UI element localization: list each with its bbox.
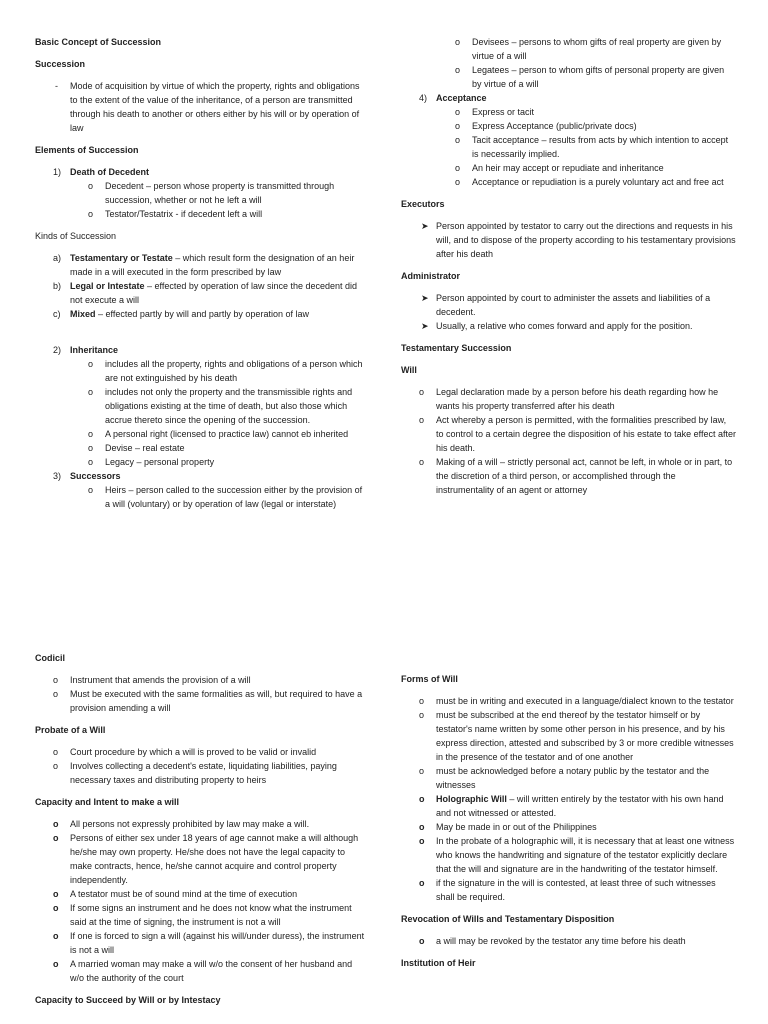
- list-item: o must be subscribed at the end thereof by the testator himself or by testator's name written by some other person in his presence, and by his express direction, attested and subscribed by 3 or more credible witnesses in the presence of the testator and of one another: [419, 710, 734, 762]
- list-item: b) Legal or Intestate – effected by operation of law since the decedent did not execute a will: [53, 281, 358, 305]
- list-item: ➤ Person appointed by testator to carry out the directions and requests in his will, and to dispose of the property according to his testamentary provisions after his death: [421, 221, 736, 259]
- list-item: o All persons not expressly prohibited by law may make a will.: [53, 819, 310, 829]
- heading-forms-of-will: Forms of Will: [401, 674, 458, 684]
- heading-elements: Elements of Succession: [35, 145, 139, 155]
- list-item: o A married woman may make a will w/o the consent of her husband and w/o the authority of the court: [53, 959, 353, 983]
- list-item: o Legal declaration made by a person before his death regarding how he wants his property transferred after his death: [419, 387, 719, 411]
- list-item: o includes all the property, rights and obligations of a person which are not extinguished by his death: [88, 359, 363, 383]
- probate-list: [35, 745, 365, 787]
- heading-capacity-intent: Capacity and Intent to make a will: [35, 797, 180, 807]
- heading-revocation: Revocation of Wills and Testamentary Disposition: [401, 914, 615, 924]
- acceptance-list: [401, 105, 736, 189]
- list-item: o Express Acceptance (public/private docs): [455, 121, 637, 131]
- doc-title: Basic Concept of Succession: [35, 37, 162, 47]
- list-item: o If one is forced to sign a will (against his will/under duress), the instrument is not a will: [53, 931, 365, 955]
- list-item: o Decedent – person whose property is transmitted through succession, whether or not he left a will: [88, 181, 335, 205]
- administrator-list: [401, 291, 736, 333]
- list-item: o Making of a will – strictly personal act, cannot be left, in whole or in part, to the discretion of a third person, or accomplished through the instrumentality of an agent or attorney: [419, 457, 733, 495]
- executors-list: [401, 219, 736, 261]
- element-successors: 3) Successors: [53, 471, 121, 481]
- list-item: o Must be executed with the same formalities as will, but required to have a provision amending a will: [53, 689, 363, 713]
- heading-kinds: Kinds of Succession: [35, 231, 117, 241]
- list-item: o must be in writing and executed in a language/dialect known to the testator: [419, 696, 734, 706]
- list-item: o Holographic Will – will written entirely by the testator with his own hand and not witnessed or attested.: [419, 794, 724, 818]
- list-item: o Express or tacit: [455, 107, 535, 117]
- heading-will: Will: [401, 365, 417, 375]
- heading-institution-of-heir: Institution of Heir: [401, 958, 476, 968]
- list-item: o if the signature in the will is contested, at least three of such witnesses shall be required.: [419, 878, 716, 902]
- upper-right-column: [401, 35, 736, 497]
- list-item: o Persons of either sex under 18 years of age cannot make a will although he/she may own property. He/she does not have the legal capacity to make contracts, hence, he/she cannot acquire and control property independently.: [53, 833, 359, 885]
- will-list: [401, 385, 736, 497]
- list-item: o Legacy – personal property: [88, 457, 215, 467]
- list-item: o Tacit acceptance – results from acts by which intention to accept is necessarily implied.: [455, 135, 729, 159]
- lower-right-column: [401, 672, 736, 978]
- successors-list-continued: [401, 35, 736, 91]
- list-item: a) Testamentary or Testate – which result form the designation of an heir made in a will executed in the form prescribed by law: [53, 253, 355, 277]
- forms-list: [401, 694, 736, 904]
- successors-list: [35, 483, 365, 511]
- upper-left-column: [35, 35, 365, 511]
- list-item: o Court procedure by which a will is proved to be valid or invalid: [53, 747, 317, 757]
- heading-administrator: Administrator: [401, 271, 461, 281]
- capacity-list: [35, 817, 365, 985]
- heading-capacity-succeed: Capacity to Succeed by Will or by Intestacy: [35, 995, 221, 1005]
- decedent-list: [35, 179, 365, 221]
- list-item: o Devisees – persons to whom gifts of real property are given by virtue of a will: [455, 37, 722, 61]
- list-item: o Instrument that amends the provision of a will: [53, 675, 251, 685]
- list-item: o Involves collecting a decedent's estate, liquidating liabilities, paying necessary taxes and distributing property to heirs: [53, 761, 337, 785]
- inheritance-list: [35, 357, 365, 469]
- list-item: o Legatees – person to whom gifts of personal property are given by virtue of a will: [455, 65, 725, 89]
- list-item: o If some signs an instrument and he does not know what the instrument said at the time of signing, the instrument is not a will: [53, 903, 352, 927]
- list-item: o Act whereby a person is permitted, with the formalities prescribed by law, to control to a certain degree the disposition of his estate to take effect after his death.: [419, 415, 737, 453]
- list-item: o May be made in or out of the Philippines: [419, 822, 597, 832]
- list-item: ➤ Usually, a relative who comes forward and apply for the position.: [421, 321, 693, 331]
- heading-executors: Executors: [401, 199, 445, 209]
- succession-definition: - Mode of acquisition by virtue of which the property, rights and obligations to the extent of the value of the inheritance, of a person are transmitted through his death to another or others either by his will or by operation of law: [55, 81, 360, 133]
- list-item: o Devise – real estate: [88, 443, 185, 453]
- list-item: o includes not only the property and the transmissible rights and obligations existing at the time of death, but also those which accrue thereto since the opening of the succession.: [88, 387, 353, 425]
- list-item: o In the probate of a holographic will, it is necessary that at least one witness who knows the handwriting and signature of the testator explicitly declare that the will and signature are in the handwriting of the testator himself.: [419, 836, 735, 874]
- codicil-list: [35, 673, 365, 715]
- kinds-list: [35, 251, 365, 321]
- element-inheritance: 2) Inheritance: [53, 345, 119, 355]
- heading-probate: Probate of a Will: [35, 725, 106, 735]
- list-item: o A personal right (licensed to practice law) cannot eb inherited: [88, 429, 349, 439]
- element-death-of-decedent: 1) Death of Decedent: [53, 167, 150, 177]
- list-item: ➤ Person appointed by court to administer the assets and liabilities of a decedent.: [421, 293, 711, 317]
- list-item: o a will may be revoked by the testator any time before his death: [419, 936, 686, 946]
- list-item: o A testator must be of sound mind at the time of execution: [53, 889, 298, 899]
- element-acceptance: 4) Acceptance: [419, 93, 487, 103]
- list-item: c) Mixed – effected partly by will and partly by operation of law: [53, 309, 309, 319]
- list-item: o must be acknowledged before a notary public by the testator and the witnesses: [419, 766, 710, 790]
- heading-testamentary: Testamentary Succession: [401, 343, 512, 353]
- list-item: o Acceptance or repudiation is a purely voluntary act and free act: [455, 177, 724, 187]
- lower-left-column: [35, 651, 365, 1015]
- heading-succession: Succession: [35, 59, 86, 69]
- list-item: o Heirs – person called to the succession either by the provision of a will (voluntary) or by operation of law (legal or interstate): [88, 485, 363, 509]
- list-item: o Testator/Testatrix - if decedent left a will: [88, 209, 263, 219]
- list-item: o An heir may accept or repudiate and inheritance: [455, 163, 664, 173]
- heading-codicil: Codicil: [35, 653, 66, 663]
- revocation-list: [401, 934, 736, 948]
